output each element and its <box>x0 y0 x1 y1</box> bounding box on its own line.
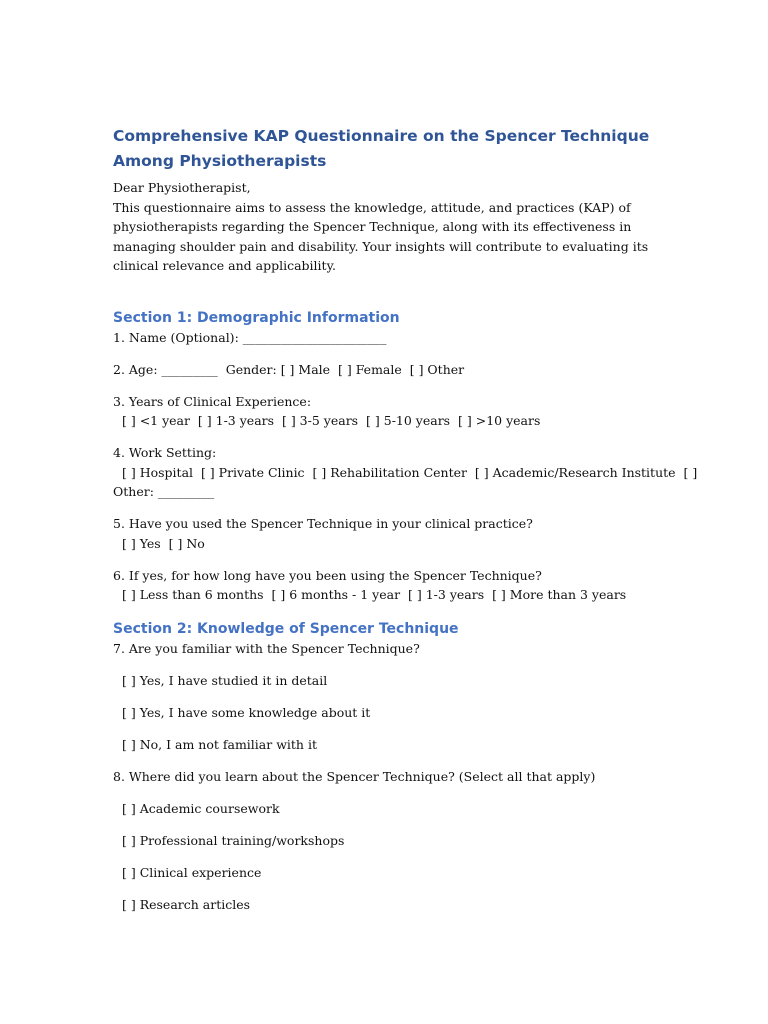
question-1-text: 1. Name (Optional): _______________________ <box>113 329 387 345</box>
question-3-options[interactable]: [ ] <1 year [ ] 1-3 years [ ] 3-5 years [ ] 5-10 years [ ] >10 years <box>122 413 541 428</box>
question-8-text: 8. Where did you learn about the Spencer Technique? (Select all that apply) <box>113 768 596 784</box>
question-7-option-1 <box>113 671 658 691</box>
question-7-option-3 <box>113 735 658 755</box>
question-8-option[interactable]: [ ] Research articles <box>122 896 251 912</box>
document-content <box>113 124 698 927</box>
section-1-heading: Section 1: Demographic Information <box>113 309 400 326</box>
question-4-options[interactable]: [ ] Hospital [ ] Private Clinic [ ] Rehabilitation Center [ ] Academic/Research Institute [ ] <box>122 464 698 480</box>
section-2-heading: Section 2: Knowledge of Spencer Technique <box>113 620 459 637</box>
question-7-option[interactable]: [ ] No, I am not familiar with it <box>122 736 317 752</box>
document-title: Comprehensive KAP Questionnaire on the Spencer Technique Among Physiotherapists <box>113 127 650 170</box>
question-6 <box>113 566 658 605</box>
question-2 <box>113 360 658 380</box>
question-8-option-2 <box>113 831 658 851</box>
question-8-option[interactable]: [ ] Clinical experience <box>122 864 262 880</box>
question-8 <box>113 767 658 787</box>
intro-paragraph: This questionnaire aims to assess the knowledge, attitude, and practices (KAP) of physiotherapists regarding the Spencer Technique, along with its effectiveness in managing shoulder pain and disability. Your insights will contribute to evaluating its clinical relevance and applicability. <box>113 199 649 273</box>
question-5 <box>113 514 658 553</box>
question-8-option[interactable]: [ ] Academic coursework <box>122 800 280 816</box>
question-8-option-1 <box>113 799 658 819</box>
question-6-options[interactable]: [ ] Less than 6 months [ ] 6 months - 1 year [ ] 1-3 years [ ] More than 3 years <box>122 587 627 602</box>
question-4-text: 4. Work Setting: <box>113 445 217 460</box>
question-7-text: 7. Are you familiar with the Spencer Technique? <box>113 640 420 656</box>
question-5-options[interactable]: [ ] Yes [ ] No <box>122 535 205 551</box>
question-8-option-4 <box>113 895 658 915</box>
question-6-text: 6. If yes, for how long have you been using the Spencer Technique? <box>113 567 542 583</box>
question-7-option[interactable]: [ ] Yes, I have some knowledge about it <box>122 704 371 720</box>
question-3 <box>113 392 658 431</box>
question-5-text: 5. Have you used the Spencer Technique in your clinical practice? <box>113 516 533 531</box>
question-8-option[interactable]: [ ] Professional training/workshops <box>122 832 345 848</box>
question-4 <box>113 443 698 502</box>
question-4-other[interactable]: Other: _________ <box>113 484 215 499</box>
greeting: Dear Physiotherapist, <box>113 180 251 195</box>
question-8-option-3 <box>113 863 658 883</box>
question-3-text: 3. Years of Clinical Experience: <box>113 393 312 409</box>
question-2-text: 2. Age: _________ Gender: [ ] Male [ ] Female [ ] Other <box>113 361 465 377</box>
question-7-option[interactable]: [ ] Yes, I have studied it in detail <box>122 672 328 688</box>
question-1 <box>113 328 658 348</box>
question-7 <box>113 639 658 659</box>
question-7-option-2 <box>113 703 658 723</box>
